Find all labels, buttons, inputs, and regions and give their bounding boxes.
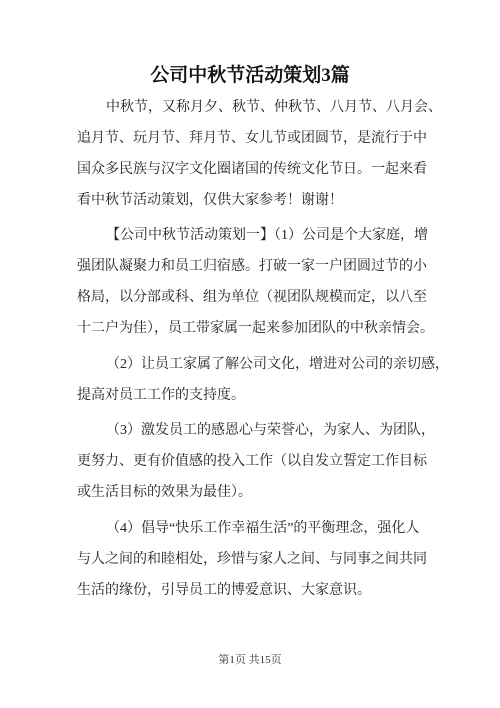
paragraph-item-4 <box>77 513 457 606</box>
text-line: （4）倡导“快乐工作幸福生活”的平衡理念，强化人 <box>106 520 420 536</box>
page-footer: 第1页 共15页 <box>218 654 282 666</box>
text-line: 看中秋节活动策划，仅供大家参考！谢谢！ <box>77 192 343 208</box>
text-line: 或生活目标的效果为最佳）。 <box>77 485 252 500</box>
paragraph-item-3 <box>77 415 457 508</box>
paragraph-intro <box>77 92 457 216</box>
text-line: 更努力、更有价值感的投入工作（以自发立誓定工作目标 <box>77 454 427 469</box>
text-line: 强团队凝聚力和员工归宿感。打破一家一户团圆过节的小 <box>77 259 427 274</box>
document-title: 公司中秋节活动策划3篇 <box>150 65 350 86</box>
text-line: 提高对员工工作的支持度。 <box>77 387 245 403</box>
text-line: 格局，以分部或科、组为单位（视团队规模而定，以八至 <box>77 290 427 305</box>
text-line: 中秋节，又称月夕、秋节、仲秋节、八月节、八月会、 <box>106 99 442 115</box>
text-line: （2）让员工家属了解公司文化，增进对公司的亲切感， <box>106 356 449 372</box>
text-line: 与人之间的和睦相处，珍惜与家人之间、与同事之间共同 <box>77 551 427 567</box>
paragraph-plan-one-item-1 <box>77 220 457 344</box>
text-line: 追月节、玩月节、拜月节、女儿节或团圆节，是流行于中 <box>77 130 427 146</box>
text-line: 十二户为佳），员工带家属一起来参加团队的中秋亲情会。 <box>77 321 434 336</box>
text-line: 【公司中秋节活动策划一】（1）公司是个大家庭，增 <box>106 228 428 243</box>
text-line: 国众多民族与汉字文化圈诸国的传统文化节日。一起来看 <box>77 161 427 177</box>
text-line: （3）激发员工的感恩心与荣誉心，为家人、为团队， <box>106 423 435 438</box>
paragraph-item-2 <box>77 349 457 411</box>
document-body <box>77 92 457 611</box>
text-line: 生活的缘份，引导员工的博爱意识、大家意识。 <box>77 582 371 598</box>
